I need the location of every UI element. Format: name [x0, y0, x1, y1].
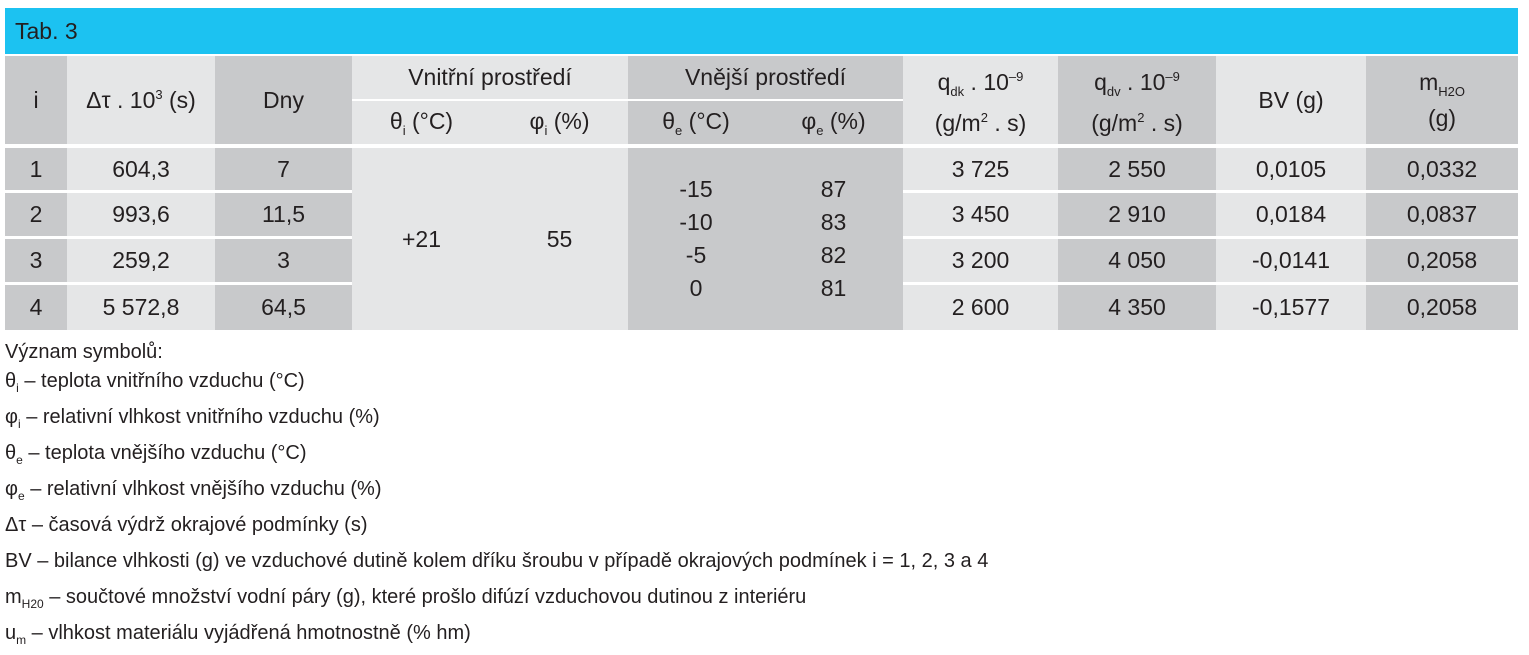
header-vnitrni: Vnitřní prostředí — [352, 56, 628, 101]
legend-item: $u_m$ – vlhkost materiálu vyjádřená hmotnostně (% hm) — [5, 622, 471, 647]
cell-qdk: 3 450 — [903, 193, 1058, 239]
cell-i: 4 — [5, 285, 67, 330]
cell-dtau: 604,3 — [67, 148, 215, 193]
cell-m: 0,0332 — [1366, 148, 1518, 193]
cell-dtau: 259,2 — [67, 239, 215, 285]
cell-theta-i: +21 — [352, 148, 491, 330]
cell-i: 2 — [5, 193, 67, 239]
header-qdv: $q_{dv}$ . $10^{-9}$ ($g/m^2$ . s) — [1058, 56, 1216, 148]
data-table — [5, 56, 1518, 330]
table-title-bar — [5, 8, 1518, 54]
cell-qdk: 2 600 — [903, 285, 1058, 330]
cell-phi-e: 87 83 82 81 — [764, 148, 903, 330]
cell-theta-e: -15 -10 -5 0 — [628, 148, 764, 330]
legend-item: BV – bilance vlhkosti (g) ve vzduchové dutině kolem dříku šroubu v případě okrajových podmínek i = 1, 2, 3 a 4 — [5, 550, 989, 572]
cell-m: 0,2058 — [1366, 239, 1518, 285]
legend-item: $\theta_e$ – teplota vnějšího vzduchu (°C) — [5, 442, 307, 467]
legend-item: $\varphi_i$ – relativní vlhkost vnitřního vzduchu (%) — [5, 406, 380, 431]
cell-qdv: 2 550 — [1058, 148, 1216, 193]
cell-dtau: 993,6 — [67, 193, 215, 239]
table-row — [5, 148, 1518, 193]
cell-bv: 0,0184 — [1216, 193, 1366, 239]
cell-bv: -0,1577 — [1216, 285, 1366, 330]
cell-i: 1 — [5, 148, 67, 193]
cell-qdv: 4 050 — [1058, 239, 1216, 285]
header-theta-e: $\theta_e$ (°C) — [628, 101, 764, 148]
header-theta-i: $\theta_i$ (°C) — [352, 101, 491, 148]
header-i: i — [5, 56, 67, 148]
cell-dny: 7 — [215, 148, 352, 193]
legend-item: $\varphi_e$ – relativní vlhkost vnějšího vzduchu (%) — [5, 478, 382, 503]
legend-item: Δτ – časová výdrž okrajové podmínky (s) — [5, 514, 368, 536]
cell-qdk: 3 200 — [903, 239, 1058, 285]
cell-dny: 11,5 — [215, 193, 352, 239]
header-bv: BV (g) — [1216, 56, 1366, 148]
header-dny: Dny — [215, 56, 352, 148]
symbol-legend — [5, 338, 988, 655]
header-vnejsi: Vnější prostředí — [628, 56, 903, 101]
cell-phi-i: 55 — [491, 148, 628, 330]
cell-qdk: 3 725 — [903, 148, 1058, 193]
header-mh2o: $m_{H2O}$ (g) — [1366, 56, 1518, 148]
cell-m: 0,2058 — [1366, 285, 1518, 330]
cell-dny: 3 — [215, 239, 352, 285]
cell-dtau: 5 572,8 — [67, 285, 215, 330]
cell-qdv: 2 910 — [1058, 193, 1216, 239]
legend-item: $\theta_i$ – teplota vnitřního vzduchu (°C) — [5, 370, 305, 395]
cell-qdv: 4 350 — [1058, 285, 1216, 330]
header-dtau: Δτ . $10^3$ (s) — [67, 56, 215, 148]
legend-item: $m_{H20}$ – součtové množství vodní páry (g), které prošlo difúzí vzduchovou dutinou z interiéru — [5, 586, 807, 611]
legend-title: Význam symbolů: — [5, 341, 163, 363]
cell-bv: -0,0141 — [1216, 239, 1366, 285]
cell-bv: 0,0105 — [1216, 148, 1366, 193]
cell-dny: 64,5 — [215, 285, 352, 330]
header-phi-i: $\varphi_i$ (%) — [491, 101, 628, 148]
cell-i: 3 — [5, 239, 67, 285]
table-title: Tab. 3 — [15, 18, 78, 44]
cell-m: 0,0837 — [1366, 193, 1518, 239]
header-qdk: $q_{dk}$ . $10^{-9}$ ($g/m^2$ . s) — [903, 56, 1058, 148]
header-phi-e: $\varphi_e$ (%) — [764, 101, 903, 148]
